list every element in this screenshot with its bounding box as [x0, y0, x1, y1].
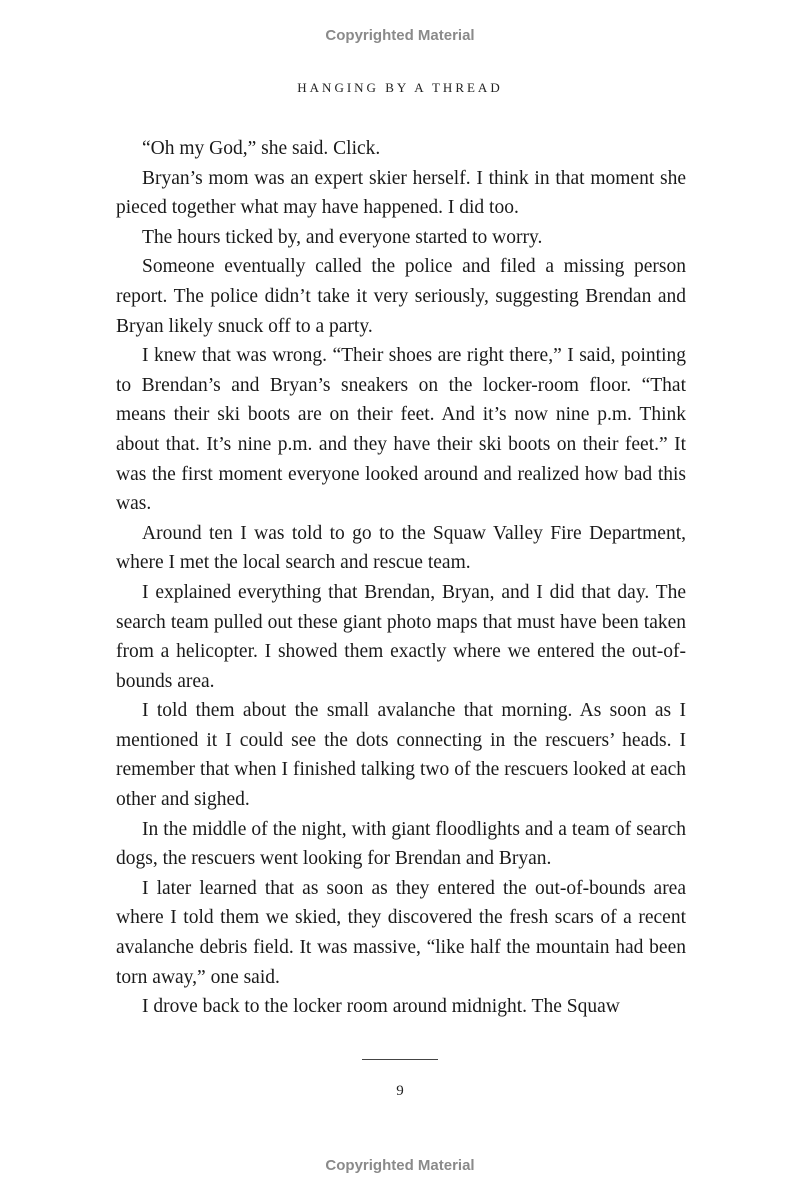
- paragraph: Bryan’s mom was an expert skier herself. I think in that moment she pieced together what may have happened. I did too.: [116, 167, 686, 219]
- paragraph: I knew that was wrong. “Their shoes are right there,” I said, pointing to Brendan’s and Bryan’s sneakers on the locker-room floor. “That means their ski boots are on their feet. And it’s now nine p.m. Think about that. It’s nine p.m. and they have their ski boots on their feet.” It was the first moment everyone looked around and realized how bad this was.: [116, 345, 686, 515]
- body-text: [116, 134, 686, 1022]
- watermark-top: Copyrighted Material: [325, 27, 475, 44]
- paragraph: I later learned that as soon as they entered the out-of-bounds area where I told them we skied, they discovered the fresh scars of a recent avalanche debris field. It was massive, “like half the mountain had been torn away,” one said.: [116, 877, 686, 988]
- paragraph: The hours ticked by, and everyone started to worry.: [142, 226, 543, 248]
- paragraph: I drove back to the locker room around midnight. The Squaw: [142, 996, 620, 1018]
- watermark-bottom: Copyrighted Material: [325, 1157, 475, 1174]
- paragraph: In the middle of the night, with giant floodlights and a team of search dogs, the rescuers went looking for Brendan and Bryan.: [116, 818, 686, 870]
- paragraph: I explained everything that Brendan, Bryan, and I did that day. The search team pulled out these giant photo maps that must have been taken from a helicopter. I showed them exactly where we entered the out-of-bounds area.: [116, 581, 686, 692]
- running-head: HANGING BY A THREAD: [297, 80, 503, 95]
- paragraph: I told them about the small avalanche that morning. As soon as I mentioned it I could see the dots connecting in the rescuers’ heads. I remember that when I finished talking two of the rescuers looked at each other and sighed.: [116, 700, 686, 811]
- paragraph: Someone eventually called the police and filed a missing person report. The police didn’t take it very seriously, suggesting Brendan and Bryan likely snuck off to a party.: [116, 256, 686, 337]
- paragraph: Around ten I was told to go to the Squaw Valley Fire Department, where I met the local search and rescue team.: [116, 522, 686, 574]
- footer-rule: [362, 1059, 438, 1060]
- page-number: 9: [396, 1083, 404, 1099]
- paragraph: “Oh my God,” she said. Click.: [142, 138, 381, 159]
